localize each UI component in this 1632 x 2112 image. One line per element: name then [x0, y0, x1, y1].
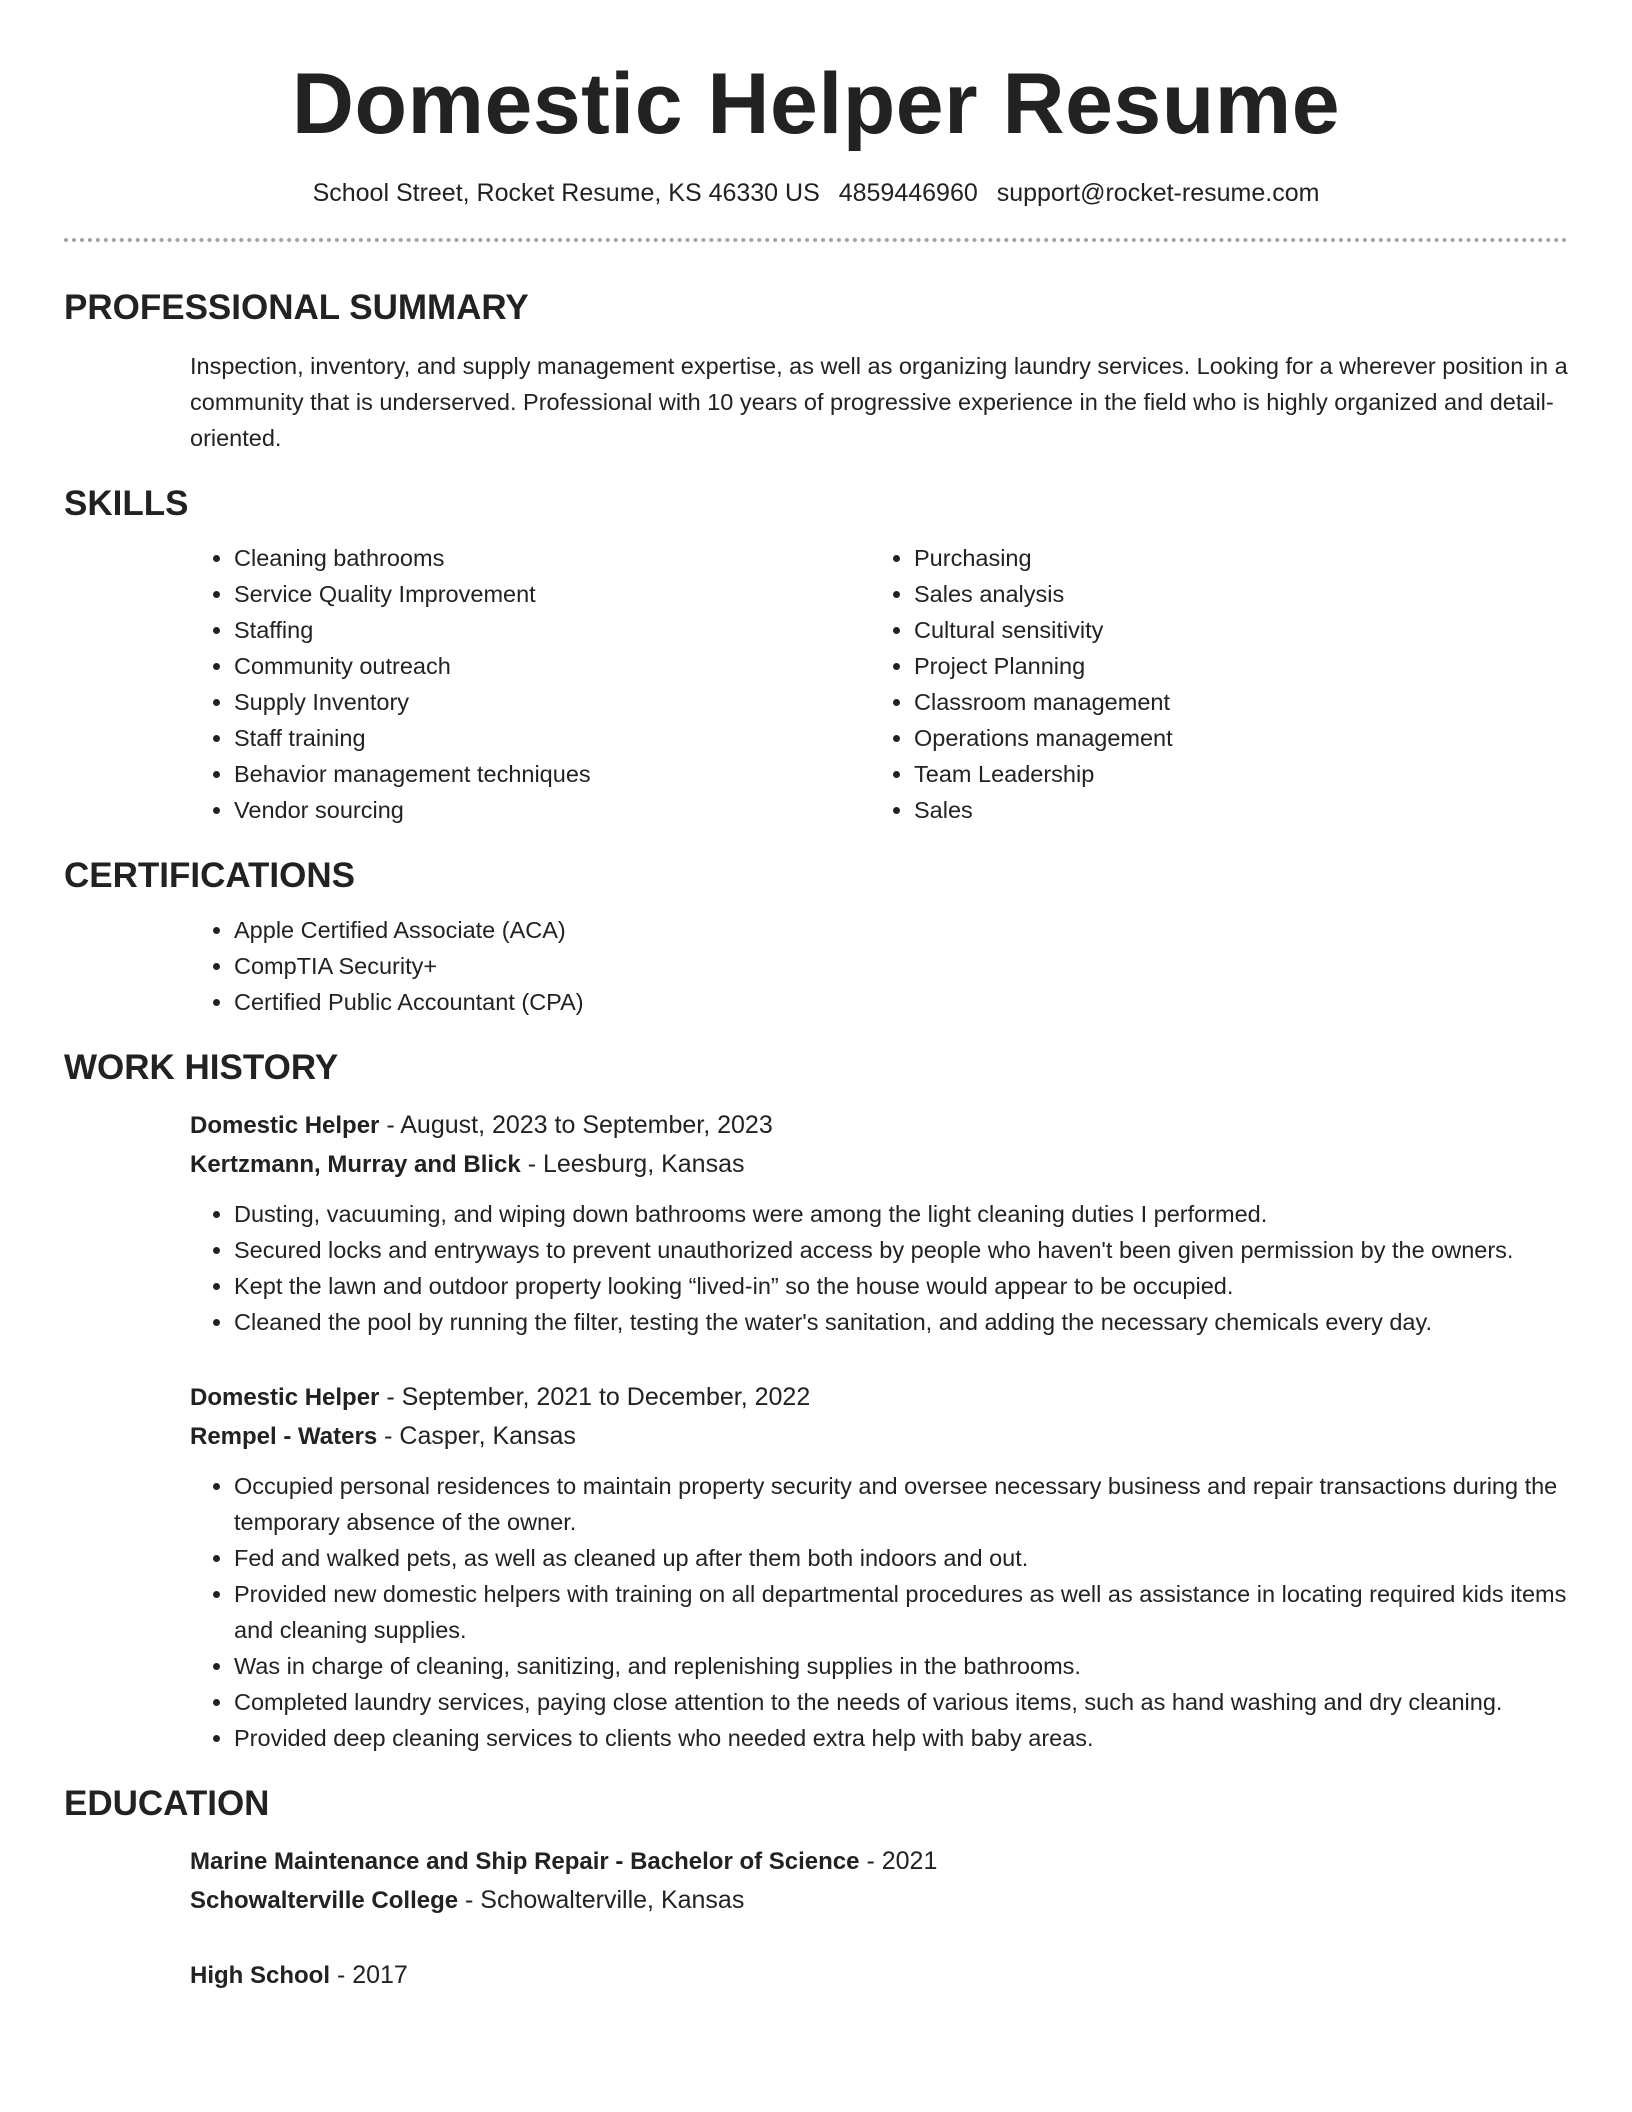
job-entry	[190, 1378, 1568, 1756]
job-bullet: • Secured locks and entryways to prevent unauthorized access by people who haven't been given permission by the owners.	[234, 1232, 1568, 1268]
education-heading: EDUCATION	[64, 1784, 270, 1823]
job-bullet: • Occupied personal residences to maintain property security and oversee necessary business and repair transactions during the temporary absence of the owner.	[234, 1468, 1568, 1540]
job-company: Rempel - Waters	[190, 1423, 378, 1450]
education-year: - 2021	[859, 1847, 938, 1875]
work-history-section	[64, 1046, 1568, 1756]
job-bullet: • Was in charge of cleaning, sanitizing, and replenishing supplies in the bathrooms.	[234, 1648, 1568, 1684]
skill-item: • Classroom management	[914, 684, 1550, 720]
skill-item: • Community outreach	[234, 648, 870, 684]
job-bullet: • Provided new domestic helpers with training on all departmental procedures as well as assistance in locating required kids items and cleaning supplies.	[234, 1576, 1568, 1648]
job-title-line	[190, 1378, 1568, 1417]
resume-title: Domestic Helper Resume	[291, 56, 1341, 152]
job-company-line	[190, 1145, 1568, 1184]
skill-item: • Behavior management techniques	[234, 756, 870, 792]
job-entry	[190, 1106, 1568, 1340]
education-degree: High School	[190, 1962, 330, 1989]
certification-item: • CompTIA Security+	[234, 948, 1568, 984]
skills-section	[64, 482, 1568, 828]
job-title: Domestic Helper	[190, 1112, 380, 1139]
job-bullet: • Dusting, vacuuming, and wiping down bathrooms were among the light cleaning duties I performed.	[234, 1196, 1568, 1232]
skills-column-left	[190, 540, 870, 828]
job-dates: - August, 2023 to September, 2023	[379, 1111, 773, 1139]
work-history-heading: WORK HISTORY	[64, 1048, 339, 1087]
job-company-line	[190, 1417, 1568, 1456]
job-title-line	[190, 1106, 1568, 1145]
job-company: Kertzmann, Murray and Blick	[190, 1151, 521, 1178]
job-location: - Casper, Kansas	[377, 1422, 576, 1450]
skill-item: • Team Leadership	[914, 756, 1550, 792]
job-location: - Leesburg, Kansas	[520, 1150, 745, 1178]
education-school: Schowalterville College	[190, 1887, 459, 1914]
skill-item: • Service Quality Improvement	[234, 576, 870, 612]
skill-item: • Staffing	[234, 612, 870, 648]
skill-item: • Sales analysis	[914, 576, 1550, 612]
contact-address: School Street, Rocket Resume, KS 46330 US	[312, 179, 820, 207]
education-entry	[190, 1956, 1568, 1995]
certifications-section	[64, 854, 1568, 1020]
job-bullet: • Kept the lawn and outdoor property looking “lived-in” so the house would appear to be occupied.	[234, 1268, 1568, 1304]
skills-heading: SKILLS	[64, 484, 189, 523]
skill-item: • Cleaning bathrooms	[234, 540, 870, 576]
education-degree: Marine Maintenance and Ship Repair - Bachelor of Science	[190, 1848, 860, 1875]
certification-item: • Certified Public Accountant (CPA)	[234, 984, 1568, 1020]
skills-columns	[64, 540, 1568, 828]
education-location: - Schowalterville, Kansas	[458, 1886, 745, 1914]
certifications-heading: CERTIFICATIONS	[64, 856, 356, 895]
skill-item: • Cultural sensitivity	[914, 612, 1550, 648]
skill-item: • Purchasing	[914, 540, 1550, 576]
education-degree-line	[190, 1956, 1568, 1995]
education-section	[64, 1782, 1568, 1995]
job-bullet: • Provided deep cleaning services to clients who needed extra help with baby areas.	[234, 1720, 1568, 1756]
skill-item: • Supply Inventory	[234, 684, 870, 720]
skill-item: • Operations management	[914, 720, 1550, 756]
skill-item: • Vendor sourcing	[234, 792, 870, 828]
contact-phone[interactable]: 4859446960	[838, 179, 978, 207]
job-bullet: • Completed laundry services, paying close attention to the needs of various items, such as hand washing and dry cleaning.	[234, 1684, 1568, 1720]
skill-item: • Project Planning	[914, 648, 1550, 684]
contact-line	[64, 176, 1568, 210]
summary-text: Inspection, inventory, and supply management expertise, as well as organizing laundry services. Looking for a wherever position in a community that is underserved. Professional with 10 years of progressive experience in the field who is highly organized and detail-oriented.	[190, 353, 1568, 451]
job-bullet: • Cleaned the pool by running the filter, testing the water's sanitation, and adding the necessary chemicals every day.	[234, 1304, 1568, 1340]
education-entry	[190, 1842, 1568, 1920]
job-title: Domestic Helper	[190, 1384, 380, 1411]
skill-item: • Sales	[914, 792, 1550, 828]
summary-heading: PROFESSIONAL SUMMARY	[64, 288, 529, 327]
summary-section	[64, 286, 1568, 456]
education-school-line	[190, 1881, 1568, 1920]
skills-column-right	[870, 540, 1550, 828]
job-dates: - September, 2021 to December, 2022	[379, 1383, 811, 1411]
education-degree-line	[190, 1842, 1568, 1881]
skill-item: • Staff training	[234, 720, 870, 756]
job-bullet: • Fed and walked pets, as well as cleaned up after them both indoors and out.	[234, 1540, 1568, 1576]
header-divider	[64, 238, 1568, 242]
contact-email[interactable]: support@rocket-resume.com	[996, 179, 1320, 207]
certification-item: • Apple Certified Associate (ACA)	[234, 912, 1568, 948]
education-year: - 2017	[330, 1961, 408, 1989]
